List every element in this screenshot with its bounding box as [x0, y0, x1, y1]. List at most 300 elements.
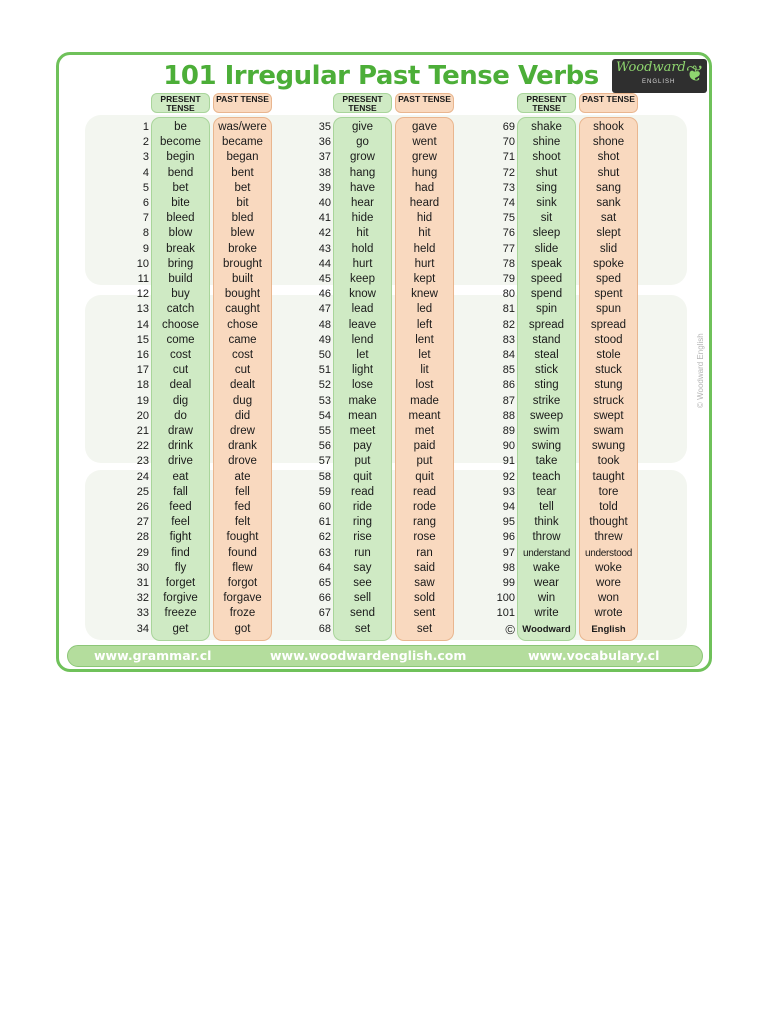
past-verb: got [234, 622, 251, 635]
past-verb: put [416, 455, 433, 468]
present-verb: throw [532, 531, 561, 544]
past-verb: slept [596, 227, 621, 240]
past-verb: bled [231, 212, 254, 225]
verb-number: 95 [502, 516, 515, 529]
present-verb: win [537, 592, 556, 605]
present-verb: break [166, 242, 195, 255]
verb-number: 76 [502, 227, 515, 240]
present-column-3 [517, 93, 576, 113]
present-verb: buy [171, 288, 190, 301]
present-verb: forget [165, 577, 196, 589]
past-verb: knew [411, 288, 438, 301]
present-verb: meet [349, 425, 376, 437]
verb-number: 91 [502, 455, 515, 468]
verb-number: 46 [318, 288, 331, 301]
past-verb: brought [222, 257, 262, 270]
present-verb: shoot [532, 151, 561, 164]
past-verb: rode [412, 501, 437, 513]
present-verb: freeze [164, 607, 197, 620]
verb-number: 19 [136, 394, 149, 407]
verb-number: 93 [502, 485, 515, 498]
verb-number: 1 [142, 121, 149, 133]
verb-number: 77 [502, 242, 515, 255]
verb-number: 73 [502, 181, 515, 194]
verb-number: 75 [502, 212, 515, 225]
present-verb: make [348, 394, 377, 407]
verb-number: 17 [136, 364, 149, 377]
verb-number: 56 [318, 440, 331, 453]
verb-number: 18 [136, 379, 149, 392]
present-verb: say [353, 561, 372, 574]
verb-number: 80 [502, 288, 515, 301]
verb-number: 20 [136, 409, 149, 422]
present-verb: dig [172, 394, 189, 407]
verb-number: 88 [502, 409, 515, 422]
woodward-logo [612, 59, 707, 93]
past-verb: grew [412, 151, 437, 164]
verb-number: 32 [136, 592, 149, 605]
verb-number: 89 [502, 425, 515, 437]
present-verb: understand [522, 547, 571, 559]
present-verb: hit [356, 227, 369, 240]
past-verb: slid [599, 242, 618, 255]
verb-number: 74 [502, 197, 515, 209]
present-verb: blow [168, 227, 193, 240]
verb-number: 34 [136, 622, 149, 635]
verb-number: 25 [136, 485, 149, 498]
verb-number: 35 [318, 121, 331, 133]
present-verb: sting [534, 379, 559, 392]
present-verb: lead [351, 303, 374, 316]
past-verb: became [222, 136, 263, 149]
present-verb: fight [169, 531, 192, 544]
present-verb: go [356, 136, 369, 149]
past-header: PAST TENSE [213, 93, 272, 113]
verb-number: 98 [502, 561, 515, 574]
past-verb: blew [230, 227, 255, 240]
present-verb: ride [352, 501, 373, 513]
verb-number: 62 [318, 531, 331, 544]
past-verb: had [414, 181, 435, 194]
verb-number: 7 [142, 212, 149, 225]
verb-number: 57 [318, 455, 331, 468]
past-verb: wore [596, 577, 621, 589]
verb-number: 81 [502, 303, 515, 316]
past-verb: sold [413, 592, 436, 605]
past-verb: bent [231, 166, 254, 179]
verb-number: 48 [318, 318, 331, 331]
footer-bar [67, 645, 703, 667]
past-header: PAST TENSE [579, 93, 638, 113]
present-verb: shine [532, 136, 561, 149]
verb-number: 60 [318, 501, 331, 513]
present-verb: sell [353, 592, 372, 605]
present-verb: sit [540, 212, 553, 225]
verb-number: 13 [136, 303, 149, 316]
present-verb: hang [349, 166, 376, 179]
past-verb: hurt [414, 257, 435, 270]
past-verb: flew [232, 561, 253, 574]
past-verb: hid [416, 212, 433, 225]
present-verb: deal [169, 379, 192, 392]
past-column-3 [579, 93, 638, 113]
verb-number: 58 [318, 470, 331, 483]
verb-number: 31 [136, 577, 149, 589]
past-verb: shot [597, 151, 620, 164]
past-verb: swung [591, 440, 626, 453]
present-verb: find [171, 546, 190, 559]
logo-brand: Woodward [616, 60, 686, 75]
verb-number: 100 [496, 592, 515, 605]
present-verb: cut [172, 364, 189, 377]
verb-number: 2 [142, 136, 149, 149]
present-verb: tell [539, 501, 554, 513]
past-verb: struck [593, 394, 624, 407]
verb-number: 38 [318, 166, 331, 179]
verb-number: 72 [502, 166, 515, 179]
present-verb: bleed [166, 212, 195, 225]
verb-number: 23 [136, 455, 149, 468]
past-verb: English [591, 623, 626, 635]
verb-number: 5 [142, 181, 149, 194]
past-verb: told [599, 501, 618, 513]
present-column-1 [151, 93, 210, 113]
present-verb: sleep [532, 227, 561, 240]
past-verb: felt [234, 516, 251, 529]
past-verb: stole [596, 349, 621, 361]
past-verb: spoke [593, 257, 624, 270]
past-verb: fought [226, 531, 259, 544]
past-verb: did [234, 409, 251, 422]
present-verb: become [160, 136, 201, 149]
present-verb: pay [353, 440, 372, 453]
past-verb: came [228, 333, 257, 346]
verb-number: 53 [318, 394, 331, 407]
past-verb: held [413, 242, 436, 255]
present-verb: see [353, 577, 372, 589]
present-verb: begin [166, 151, 195, 164]
present-verb: do [174, 409, 187, 422]
past-verb: took [597, 455, 620, 468]
verb-number: 86 [502, 379, 515, 392]
verb-chart-card [56, 52, 712, 672]
verb-number: 79 [502, 273, 515, 285]
verb-number: 83 [502, 333, 515, 346]
past-verb: ate [234, 470, 251, 483]
verb-number: 33 [136, 607, 149, 620]
past-verb: rose [413, 531, 436, 544]
past-verb: stuck [595, 364, 622, 377]
present-verb: slide [534, 242, 559, 255]
past-verb: found [228, 546, 257, 559]
present-verb: fly [174, 561, 187, 574]
past-verb: met [414, 425, 435, 437]
verb-number: 45 [318, 273, 331, 285]
verb-number: 49 [318, 333, 331, 346]
past-verb: drank [228, 440, 257, 453]
side-copyright: © Woodward English [696, 333, 705, 408]
verb-number: 52 [318, 379, 331, 392]
present-verb: lend [351, 333, 374, 346]
past-verb: shook [593, 121, 624, 133]
past-verb: broke [228, 242, 257, 255]
verb-number: 30 [136, 561, 149, 574]
present-verb: light [351, 364, 374, 377]
present-verb: leave [348, 318, 377, 331]
verb-number: 8 [142, 227, 149, 240]
present-verb: draw [168, 425, 193, 437]
present-verb: shut [535, 166, 558, 179]
verb-number: 59 [318, 485, 331, 498]
present-header: PRESENT TENSE [517, 93, 576, 113]
verb-number: 90 [502, 440, 515, 453]
verb-number: 68 [318, 622, 331, 635]
verb-number: 63 [318, 546, 331, 559]
present-verb: ring [352, 516, 373, 529]
past-verb: bit [236, 197, 249, 209]
past-verb: paid [413, 440, 436, 453]
verb-number: 42 [318, 227, 331, 240]
past-verb: lent [415, 333, 434, 346]
footer-link-grammar[interactable]: www.grammar.cl [94, 648, 212, 663]
present-verb: know [349, 288, 376, 301]
verb-number: 24 [136, 470, 149, 483]
present-verb: give [351, 121, 374, 133]
verb-number: 61 [318, 516, 331, 529]
present-verb: catch [166, 303, 195, 316]
present-verb: spread [528, 318, 565, 331]
past-verb: hung [411, 166, 438, 179]
past-verb: sank [596, 197, 621, 209]
present-verb: keep [350, 273, 375, 285]
present-verb: hide [351, 212, 374, 225]
present-verb: stand [532, 333, 561, 346]
present-verb: hear [350, 197, 375, 209]
page-title: 101 Irregular Past Tense Verbs [163, 61, 599, 91]
past-verb: saw [414, 577, 435, 589]
footer-link-woodward[interactable]: www.woodwardenglish.com [270, 648, 467, 663]
verb-number: 43 [318, 242, 331, 255]
present-verb: grow [350, 151, 375, 164]
past-verb: cost [231, 349, 254, 361]
past-verb: froze [229, 607, 256, 620]
verb-number: 51 [318, 364, 331, 377]
present-verb: quit [353, 470, 372, 483]
present-verb: get [172, 622, 189, 635]
verb-number: 10 [136, 257, 149, 270]
verb-number: 94 [502, 501, 515, 513]
past-verb: forgot [227, 577, 258, 589]
past-verb: shone [592, 136, 625, 149]
past-verb: built [231, 273, 254, 285]
past-verb: lit [420, 364, 429, 377]
present-verb: feel [171, 516, 190, 529]
present-verb: sink [536, 197, 557, 209]
present-verb: Woodward [522, 623, 571, 635]
verb-number: 50 [318, 349, 331, 361]
past-verb: sang [596, 181, 621, 194]
past-verb: stood [594, 333, 623, 346]
present-verb: lose [351, 379, 374, 392]
present-verb: wake [533, 561, 560, 574]
verb-number: 14 [136, 318, 149, 331]
past-verb: made [410, 394, 439, 407]
present-verb: bet [172, 181, 189, 194]
past-verb: let [418, 349, 431, 361]
verb-number: © [505, 621, 515, 637]
verb-number: 66 [318, 592, 331, 605]
past-verb: shut [597, 166, 620, 179]
present-verb: hurt [352, 257, 373, 270]
past-verb: swept [593, 409, 624, 422]
present-verb: spin [535, 303, 558, 316]
verb-number: 39 [318, 181, 331, 194]
past-verb: chose [227, 318, 258, 331]
present-verb: choose [161, 318, 200, 331]
verb-number: 96 [502, 531, 515, 544]
past-verb: meant [408, 409, 441, 422]
verb-number: 69 [502, 121, 515, 133]
present-verb: put [354, 455, 371, 468]
past-verb: caught [225, 303, 260, 316]
fern-icon: ❦ [685, 61, 704, 86]
verb-number: 47 [318, 303, 331, 316]
past-verb: sat [600, 212, 617, 225]
verb-number: 12 [136, 288, 149, 301]
footer-link-vocabulary[interactable]: www.vocabulary.cl [528, 648, 660, 663]
past-verb: kept [413, 273, 436, 285]
past-header: PAST TENSE [395, 93, 454, 113]
verb-number: 21 [136, 425, 149, 437]
present-verb: rise [353, 531, 372, 544]
verb-number: 64 [318, 561, 331, 574]
present-verb: have [350, 181, 375, 194]
present-verb: read [350, 485, 375, 498]
verb-number: 78 [502, 257, 515, 270]
verb-number: 85 [502, 364, 515, 377]
past-verb: spread [590, 318, 627, 331]
past-verb: was/were [218, 121, 267, 133]
verb-number: 54 [318, 409, 331, 422]
past-verb: tore [598, 485, 619, 498]
past-verb: drew [230, 425, 255, 437]
verb-number: 67 [318, 607, 331, 620]
present-verb: tear [536, 485, 557, 498]
present-verb: hold [351, 242, 374, 255]
verb-number: 55 [318, 425, 331, 437]
verb-number: 11 [137, 273, 149, 285]
verb-number: 71 [502, 151, 515, 164]
verb-number: 70 [502, 136, 515, 149]
present-verb: be [174, 121, 187, 133]
past-verb: quit [415, 470, 434, 483]
verb-number: 28 [136, 531, 149, 544]
verb-number: 99 [502, 577, 515, 589]
present-verb: steal [534, 349, 559, 361]
verb-number: 26 [136, 501, 149, 513]
verb-number: 29 [136, 546, 149, 559]
past-verb: led [416, 303, 433, 316]
present-verb: take [535, 455, 558, 468]
verb-number: 37 [318, 151, 331, 164]
past-verb: began [226, 151, 259, 164]
past-verb: cut [234, 364, 251, 377]
past-column-1 [213, 93, 272, 113]
verb-number: 92 [502, 470, 515, 483]
past-verb: set [416, 622, 433, 635]
past-verb: bet [234, 181, 251, 194]
past-verb: went [412, 136, 437, 149]
past-verb: lost [415, 379, 434, 392]
present-verb: speed [530, 273, 563, 285]
verb-number: 6 [142, 197, 149, 209]
present-verb: drive [168, 455, 193, 468]
past-verb: said [413, 561, 436, 574]
verb-number: 82 [502, 318, 515, 331]
present-verb: drink [168, 440, 193, 453]
past-verb: read [412, 485, 437, 498]
past-verb: won [597, 592, 620, 605]
present-verb: sweep [529, 409, 564, 422]
verb-number: 87 [502, 394, 515, 407]
past-verb: taught [592, 470, 625, 483]
past-verb: thought [589, 516, 628, 529]
verb-number: 44 [318, 257, 331, 270]
past-verb: wrote [594, 607, 623, 620]
present-verb: spend [530, 288, 563, 301]
present-verb: cost [169, 349, 192, 361]
verb-number: 9 [142, 242, 149, 255]
verb-number: 22 [136, 440, 149, 453]
verb-number: 41 [318, 212, 331, 225]
present-verb: build [168, 273, 193, 285]
verb-number: 84 [502, 349, 515, 361]
past-verb: fed [234, 501, 251, 513]
past-verb: threw [594, 531, 623, 544]
verb-number: 27 [136, 516, 149, 529]
verb-number: 4 [142, 166, 149, 179]
present-verb: bring [167, 257, 194, 270]
present-verb: think [534, 516, 559, 529]
past-verb: gave [412, 121, 437, 133]
verb-number: 40 [318, 197, 331, 209]
present-verb: eat [172, 470, 189, 483]
present-verb: shake [531, 121, 562, 133]
verb-number: 15 [136, 333, 149, 346]
verb-number: 101 [496, 607, 515, 620]
past-verb: dealt [230, 379, 255, 392]
past-verb: swam [593, 425, 624, 437]
present-verb: run [354, 546, 371, 559]
past-verb: stung [594, 379, 623, 392]
verb-number: 3 [142, 151, 149, 164]
past-verb: fell [235, 485, 250, 498]
past-verb: dug [232, 394, 253, 407]
present-verb: mean [348, 409, 377, 422]
past-verb: heard [409, 197, 440, 209]
present-header: PRESENT TENSE [151, 93, 210, 113]
present-verb: strike [532, 394, 561, 407]
past-verb: bought [224, 288, 261, 301]
past-verb: understood [584, 547, 633, 559]
present-verb: come [166, 333, 195, 346]
verb-number: 16 [136, 349, 149, 361]
past-verb: hit [418, 227, 431, 240]
past-verb: ran [416, 546, 433, 559]
present-verb: bite [171, 197, 190, 209]
present-header: PRESENT TENSE [333, 93, 392, 113]
present-verb: wear [534, 577, 559, 589]
